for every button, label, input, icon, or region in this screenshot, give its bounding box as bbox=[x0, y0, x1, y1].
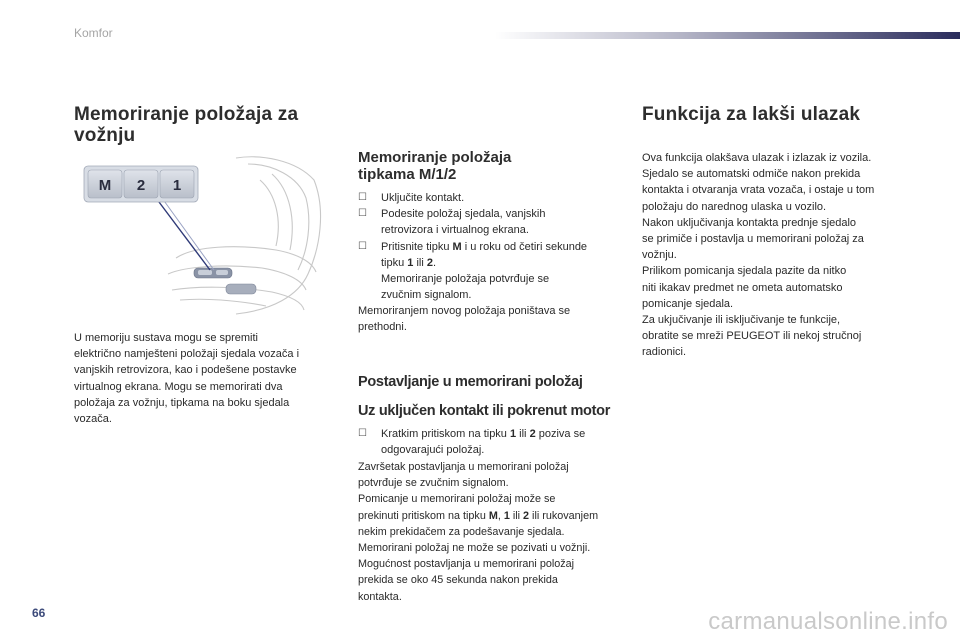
step-item bbox=[358, 206, 628, 238]
recall-line: prekida se oko 45 sekunda nakon prekida bbox=[358, 574, 558, 587]
easy-entry-line: niti ikakav predmet ne ometa automatsko bbox=[642, 281, 843, 294]
easy-entry-line: Nakon uključivanja kontakta prednje sjedalo bbox=[642, 216, 857, 229]
checkbox-bullet-icon: ☐ bbox=[358, 208, 367, 220]
memory-button-2-label: 2 bbox=[136, 177, 146, 194]
recall-line: Memorirani položaj ne može se pozivati u vožnji. bbox=[358, 542, 591, 555]
easy-entry-title: Funkcija za lakši ulazak bbox=[642, 104, 861, 125]
header-bar bbox=[495, 32, 960, 39]
memorize-footer bbox=[358, 303, 628, 335]
step-text: odgovarajući položaj. bbox=[381, 444, 485, 457]
memory-button-m-label: M bbox=[98, 177, 112, 194]
easy-entry-body bbox=[642, 150, 932, 361]
checkbox-bullet-icon: ☐ bbox=[358, 192, 367, 203]
intro-line: vanjskih retrovizora, kao i podešene postavke bbox=[74, 364, 297, 377]
seat-side-switches bbox=[194, 268, 256, 294]
step-text: Podesite položaj sjedala, vanjskih bbox=[381, 208, 546, 221]
memorize-buttons-title bbox=[358, 149, 608, 183]
step-text: tipku 1 ili 2. bbox=[381, 256, 437, 269]
footer-line: Memoriranjem novog položaja poništava se bbox=[358, 305, 571, 317]
recall-steps bbox=[358, 426, 628, 458]
memory-button-1-label: 1 bbox=[172, 177, 182, 194]
easy-entry-line: Prilikom pomicanja sjedala pazite da nitko bbox=[642, 265, 847, 278]
step-item bbox=[358, 190, 628, 206]
easy-entry-line: položaju do narednog ulaska u vozilo. bbox=[642, 200, 827, 213]
recall-line: Mogućnost postavljanja u memorirani položaj bbox=[358, 558, 575, 571]
recall-line: Završetak postavljanja u memorirani položaj bbox=[358, 461, 569, 473]
step-item bbox=[358, 426, 628, 458]
step-text: Uključite kontakt. bbox=[381, 192, 465, 204]
pointer-line bbox=[156, 198, 210, 270]
memorize-steps bbox=[358, 190, 628, 303]
easy-entry-line: obratite se mreži PEUGEOT ili nekoj stručnoj bbox=[642, 330, 862, 343]
seat-memory-buttons-illustration bbox=[76, 150, 334, 318]
section-label: Komfor bbox=[74, 26, 113, 40]
step-note: zvučnim signalom. bbox=[381, 289, 472, 302]
checkbox-bullet-icon: ☐ bbox=[358, 428, 367, 439]
intro-line: vozača. bbox=[74, 413, 112, 426]
page-number: 66 bbox=[32, 606, 46, 620]
recall-title: Postavljanje u memorirani položaj bbox=[358, 374, 583, 390]
memory-buttons-panel bbox=[84, 166, 198, 202]
step-text: retrovizora i virtualnog ekrana. bbox=[381, 224, 529, 237]
footer-line: prethodni. bbox=[358, 321, 407, 334]
step-text: Kratkim pritiskom na tipku 1 ili 2 poziva se bbox=[381, 428, 586, 440]
easy-entry-line: Za ukjučivanje ili isključivanje te funkcije, bbox=[642, 314, 841, 327]
intro-line: virtualnog ekrana. Mogu se memorirati dva bbox=[74, 380, 283, 393]
recall-line: Pomicanje u memorirani položaj može se bbox=[358, 493, 556, 506]
easy-entry-line: pomicanje sjedala. bbox=[642, 297, 734, 310]
step-text: Pritisnite tipku M i u roku od četiri sekunde bbox=[381, 240, 588, 253]
step-note: Memoriranje položaja potvrđuje se bbox=[381, 273, 550, 286]
intro-line: električno namješteni položaji sjedala vozača i bbox=[74, 348, 300, 361]
easy-entry-line: kontakta i otvaranja vrata vozača, i ostaje u tom bbox=[642, 184, 875, 197]
memory-title-line2: vožnju bbox=[74, 125, 136, 146]
recall-line: potvrđuje se zvučnim signalom. bbox=[358, 477, 509, 490]
recall-line: nekim prekidačem za podešavanje sjedala. bbox=[358, 525, 565, 538]
easy-entry-line: radionici. bbox=[642, 346, 687, 359]
memorize-title-line1: Memoriranje položaja bbox=[358, 149, 512, 166]
easy-entry-line: Sjedalo se automatski odmiče nakon prekida bbox=[642, 168, 861, 181]
recall-subtitle: Uz uključen kontakt ili pokrenut motor bbox=[358, 403, 611, 419]
pointer-line bbox=[162, 198, 214, 270]
memory-intro bbox=[74, 330, 344, 427]
step-item bbox=[358, 239, 628, 304]
memory-title bbox=[74, 104, 334, 146]
recall-line: kontakta. bbox=[358, 590, 402, 603]
memorize-title-line2: tipkama M/1/2 bbox=[358, 166, 457, 183]
intro-line: položaja za vožnju, tipkama na boku sjedala bbox=[74, 396, 290, 409]
recall-line: prekinuti pritiskom na tipku M, 1 ili 2 ili rukovanjem bbox=[358, 509, 599, 522]
checkbox-bullet-icon: ☐ bbox=[358, 240, 367, 252]
intro-line: U memoriju sustava mogu se spremiti bbox=[74, 332, 259, 344]
easy-entry-line: Ova funkcija olakšava ulazak i izlazak iz vozila. bbox=[642, 152, 872, 164]
watermark: carmanualsonline.info bbox=[708, 608, 948, 635]
easy-entry-line: vožnju. bbox=[642, 249, 677, 262]
easy-entry-line: se primiče i postavlja u memorirani položaj za bbox=[642, 233, 864, 246]
recall-body bbox=[358, 459, 633, 605]
memory-title-line1: Memoriranje položaja za bbox=[74, 104, 299, 125]
